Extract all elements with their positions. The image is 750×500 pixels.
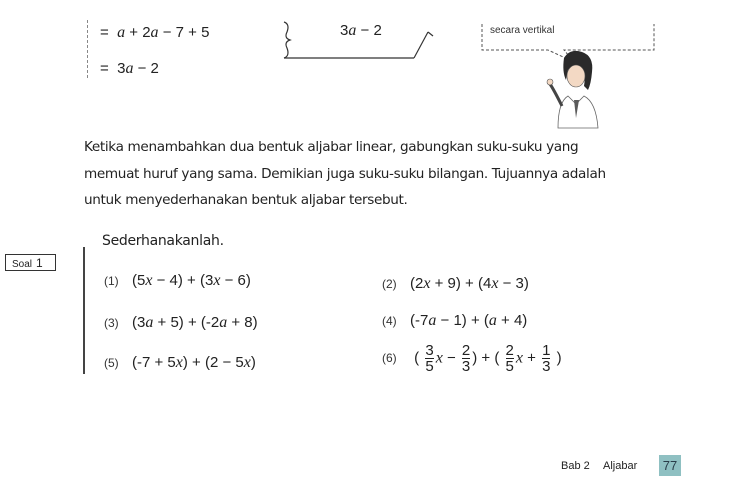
var-a: a: [117, 24, 126, 41]
hand: [547, 79, 553, 85]
problem-number: (1): [104, 274, 119, 288]
footer-title: Aljabar: [603, 460, 638, 472]
var: a: [145, 314, 154, 331]
work-line-1: [100, 24, 209, 42]
term: (3: [132, 314, 146, 331]
var-a: a: [150, 24, 159, 41]
problem-number: (2): [382, 277, 397, 291]
numerator: 2: [461, 342, 471, 359]
bubble-text: secara vertikal: [490, 25, 555, 36]
var: x: [423, 275, 431, 292]
diagonal-line: [414, 32, 428, 58]
problem-number: (6): [382, 351, 397, 366]
denominator: 5: [505, 358, 514, 375]
operator: +: [527, 349, 536, 367]
operator: ) + (: [472, 349, 500, 367]
term: (5: [132, 272, 146, 289]
paragraph-line: Ketika menambahkan dua bentuk aljabar linear, gabungkan suku-suku yang: [84, 139, 579, 155]
equals-sign: =: [100, 60, 109, 77]
var: x: [145, 272, 153, 289]
explanation-paragraph: [84, 134, 684, 214]
fraction: [425, 343, 433, 374]
var: a: [488, 312, 497, 329]
numerator: 3: [425, 342, 434, 359]
problem-3: [104, 314, 258, 332]
soal-label: Soal: [12, 259, 33, 270]
student-girl-illustration: [536, 44, 606, 130]
soal-instruction: Sederhanakanlah.: [102, 233, 224, 249]
term: 3: [340, 22, 349, 39]
work-dashed-bracket: [87, 20, 88, 78]
work-line-2: [100, 60, 159, 78]
var: a: [428, 312, 437, 329]
paragraph-line: untuk menyederhanakan bentuk aljabar tersebut.: [84, 192, 408, 208]
var: x: [243, 354, 251, 371]
page-number-badge: 77: [659, 455, 681, 476]
raised-arm: [550, 84, 562, 106]
term: (2: [410, 275, 424, 292]
operator: −: [446, 349, 456, 367]
paren: ): [556, 349, 562, 367]
soal-label-box: [5, 254, 56, 271]
soal-number: 1: [36, 256, 43, 270]
term: + 9) + (4: [430, 275, 492, 292]
problem-4: [382, 312, 527, 330]
var: a: [219, 314, 228, 331]
var-a: a: [125, 60, 134, 77]
fraction: [462, 343, 470, 374]
var: x: [175, 354, 183, 371]
var: x: [435, 349, 443, 367]
paren: (: [414, 349, 420, 367]
term: − 6): [220, 272, 251, 289]
term: + 5) + (-2: [153, 314, 220, 331]
soal-vertical-bar: [83, 247, 85, 374]
problem-6: [382, 343, 562, 374]
denominator: 5: [425, 358, 434, 375]
fraction: [506, 343, 514, 374]
var: x: [515, 349, 523, 367]
var: x: [213, 272, 221, 289]
problem-1: [104, 272, 251, 290]
fraction: [542, 343, 550, 374]
term: ) + (2 − 5: [182, 354, 244, 371]
denominator: 3: [542, 358, 551, 375]
term: − 2: [133, 60, 159, 77]
term: (-7 + 5: [132, 354, 176, 371]
term: + 2: [125, 24, 151, 41]
term: − 4) + (3: [152, 272, 214, 289]
numerator: 1: [542, 342, 551, 359]
var: x: [491, 275, 499, 292]
face: [567, 65, 585, 87]
term: − 7 + 5: [158, 24, 210, 41]
problem-5: [104, 354, 256, 372]
equals-sign: =: [100, 24, 109, 41]
diagonal-tick: [428, 32, 433, 36]
term: − 2: [356, 22, 382, 39]
curly-brace: [284, 22, 290, 58]
term: 3: [117, 60, 126, 77]
term: − 3): [498, 275, 529, 292]
problem-number: (5): [104, 356, 119, 370]
term: − 1) + (: [436, 312, 489, 329]
paragraph-line: memuat huruf yang sama. Demikian juga suku-suku bilangan. Tujuannya adalah: [84, 165, 606, 182]
vertical-result: [340, 22, 382, 40]
term: (-7: [410, 312, 429, 329]
term: ): [250, 354, 256, 371]
term: + 4): [496, 312, 528, 329]
numerator: 2: [505, 342, 514, 359]
footer-chapter: Bab 2: [561, 460, 590, 472]
problem-number: (4): [382, 314, 397, 328]
term: + 8): [227, 314, 258, 331]
problem-number: (3): [104, 316, 119, 330]
denominator: 3: [461, 358, 471, 375]
var-a: a: [348, 22, 357, 39]
problem-2: [382, 275, 529, 293]
